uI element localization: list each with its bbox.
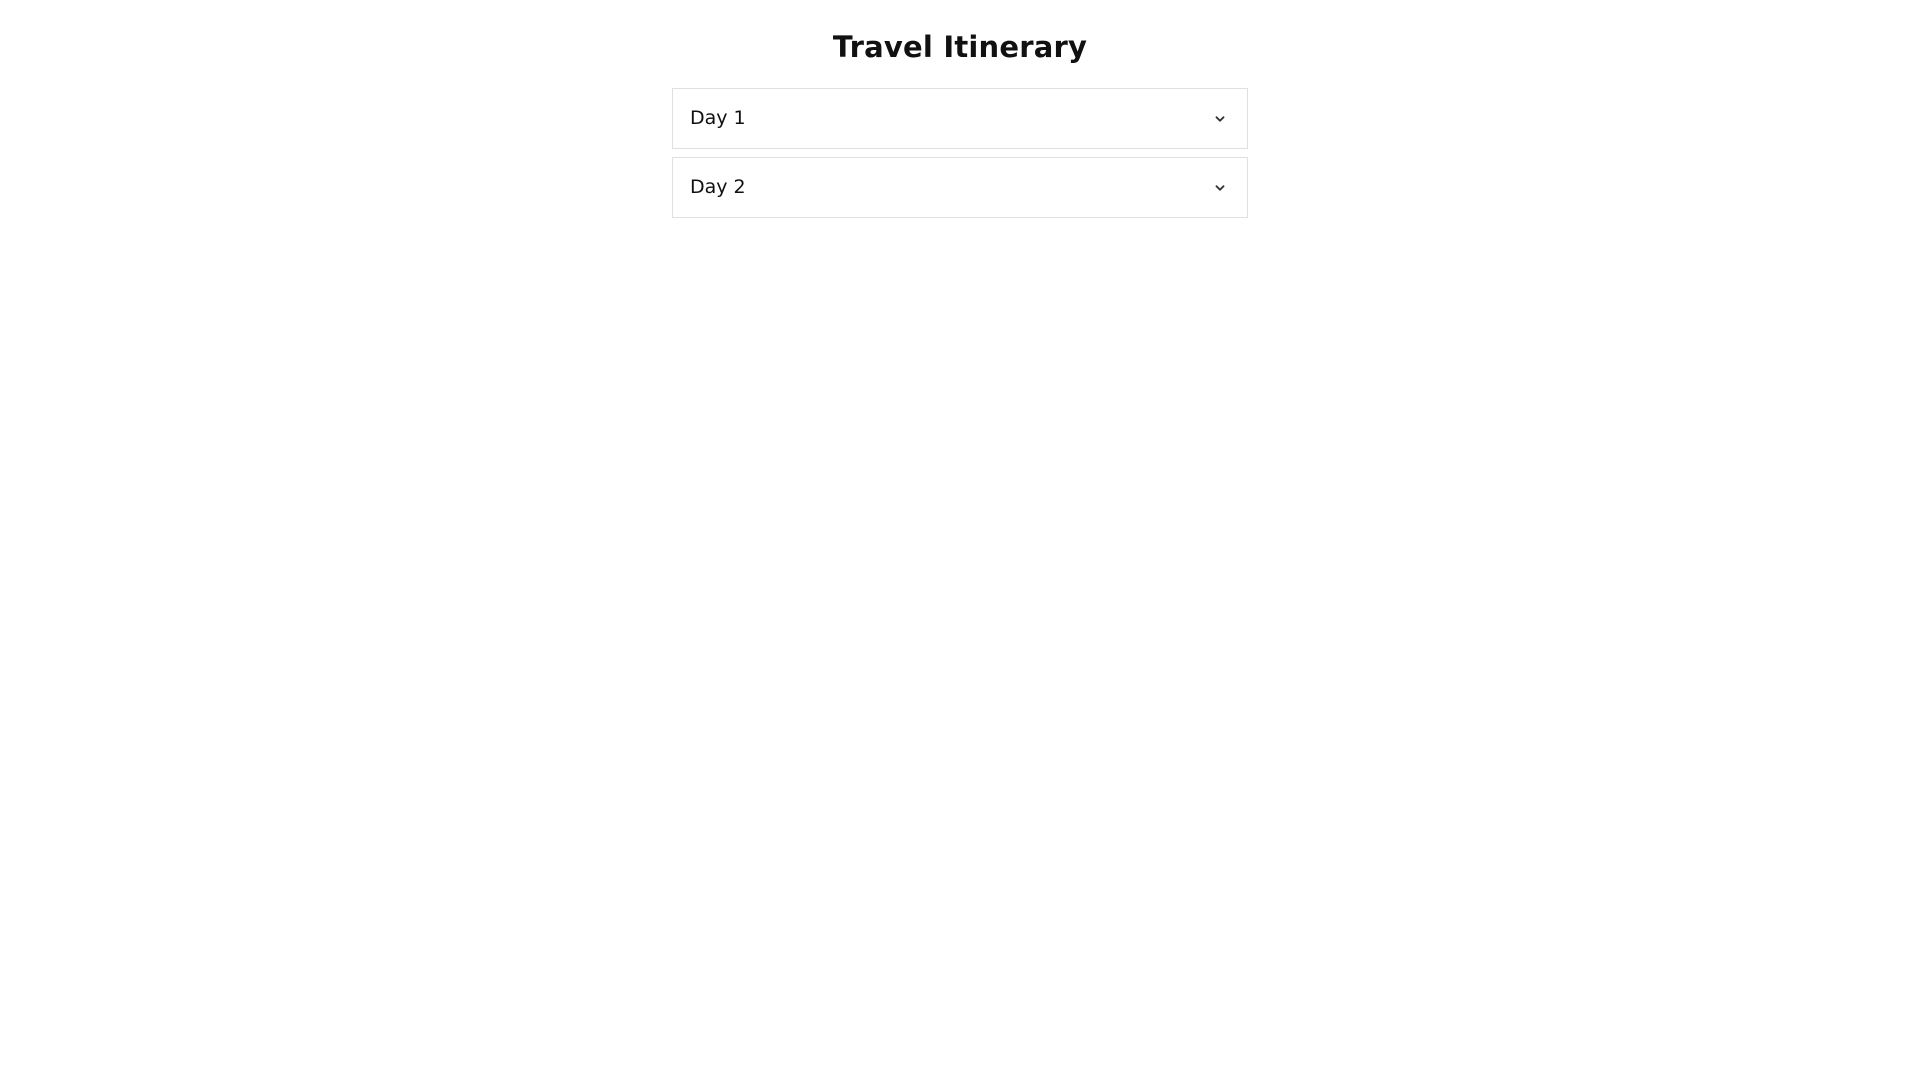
accordion-item-label: Day 2 — [690, 176, 746, 198]
itinerary-accordion — [672, 88, 1248, 218]
chevron-down-icon — [1213, 181, 1227, 195]
accordion-item-label: Day 1 — [690, 107, 746, 129]
chevron-down-icon — [1213, 112, 1227, 126]
page-title: Travel Itinerary — [832, 30, 1088, 64]
accordion-item-day-1[interactable] — [672, 88, 1248, 149]
accordion-item-day-2[interactable] — [672, 157, 1248, 218]
